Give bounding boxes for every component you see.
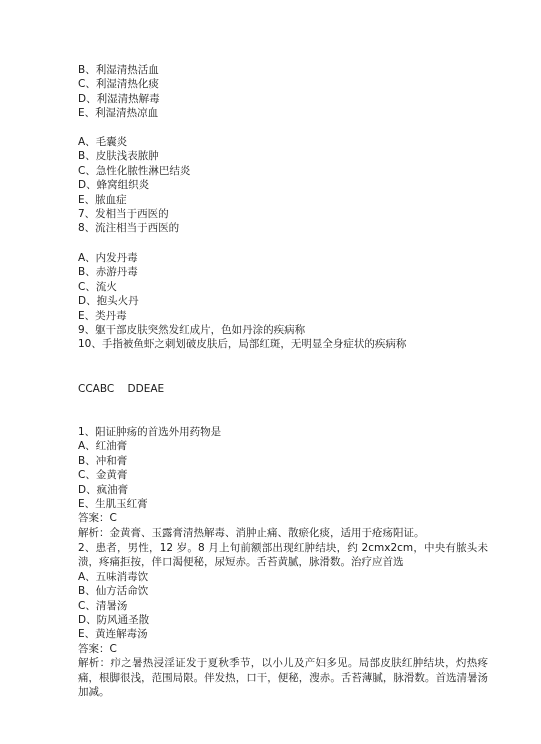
question-9: 9、躯干部皮肤突然发红成片，色如丹涂的疾病称 (78, 324, 306, 337)
option-a: A、内发丹毒 (78, 252, 138, 264)
question-text: 1、阳证肿疡的首选外用药物是 (78, 426, 222, 438)
option-d: D、防风通圣散 (78, 614, 150, 627)
option-d: D、抱头火丹 (78, 295, 139, 308)
option-b: B、皮肤浅表脓肿 (78, 150, 159, 163)
option-e: E、生肌玉红膏 (78, 498, 148, 511)
option-c: C、金黄膏 (78, 469, 128, 482)
option-a: A、红油膏 (78, 440, 128, 453)
question-10: 10、手指被鱼虾之刺划破皮肤后，局部红斑，无明显全身症状的疾病称 (78, 338, 407, 351)
question-block-1 (78, 425, 488, 540)
option-c: C、急性化脓性淋巴结炎 (78, 164, 191, 177)
option-d: D、利湿清热解毒 (78, 92, 160, 105)
options-group-1 (78, 63, 488, 121)
options-group-3 (78, 251, 488, 352)
option-c: C、清暑汤 (78, 599, 128, 612)
analysis: 解析：金黄膏、玉露膏清热解毒、消肿止痛、散瘀化痰，适用于疮疡阳证。 (78, 526, 425, 539)
option-a: A、毛囊炎 (78, 136, 128, 148)
option-e: E、利湿清热凉血 (78, 107, 159, 120)
analysis: 解析：疖之暑热浸淫证发于夏秋季节，以小儿及产妇多见。局部皮肤红肿结块，灼热疼痛，根脚很浅，范围局限。伴发热，口干，便秘，溲赤。舌苔薄腻，脉滑数。首选清暑汤加减。 (78, 657, 488, 699)
option-c: C、流火 (78, 280, 117, 293)
option-e: E、类丹毒 (78, 309, 127, 322)
answer: 答案：C (78, 642, 117, 655)
option-d: D、疯油膏 (78, 483, 129, 496)
question-block-2 (78, 541, 488, 699)
option-c: C、利湿清热化痰 (78, 78, 159, 91)
option-b: B、仙方活命饮 (78, 585, 149, 598)
answer-key (78, 382, 488, 396)
option-a: A、五味消毒饮 (78, 570, 149, 583)
option-e: E、脓血症 (78, 193, 127, 206)
option-b: B、冲和膏 (78, 454, 128, 467)
question-8: 8、流注相当于西医的 (78, 222, 180, 235)
answer-key-text: CCABC DDEAE (78, 383, 165, 395)
options-group-2 (78, 135, 488, 236)
answer: 答案：C (78, 512, 117, 525)
question-text: 2、患者，男性，12 岁。8 月上旬前额部出现红肿结块，约 2cmx2cm，中央有脓头未溃，疼痛拒按，伴口渴便秘，尿短赤。舌苔黄腻，脉滑数。治疗应首选 (78, 542, 488, 569)
option-b: B、赤游丹毒 (78, 266, 138, 279)
option-e: E、黄连解毒汤 (78, 628, 148, 641)
question-7: 7、发相当于西医的 (78, 208, 169, 221)
option-d: D、蜂窝组织炎 (78, 179, 150, 192)
option-b: B、利湿清热活血 (78, 64, 159, 76)
